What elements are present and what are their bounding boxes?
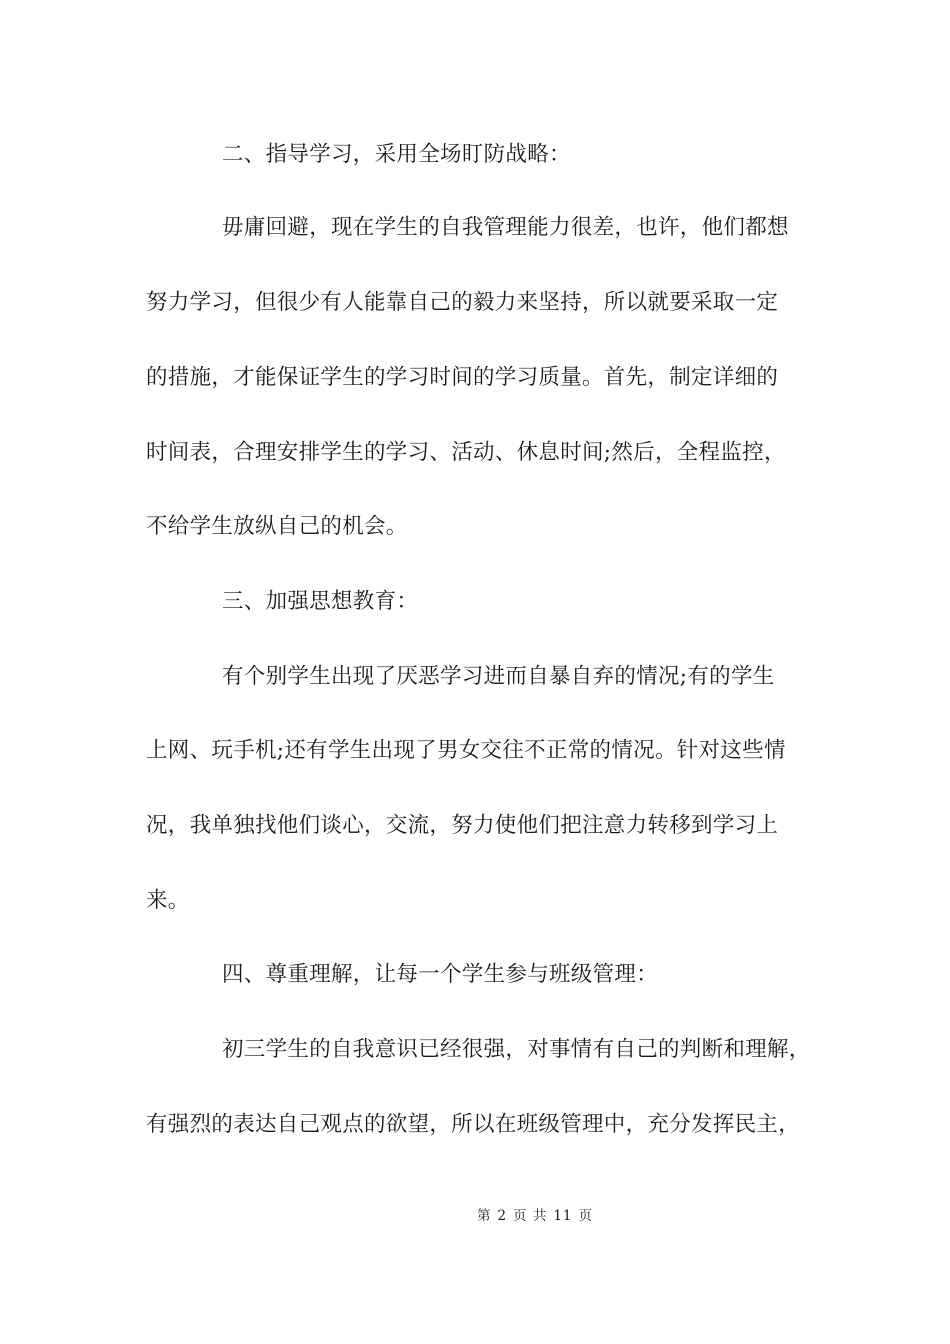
paragraph-line: 上网、玩手机;还有学生出现了男女交往不正常的情况。针对这些情 — [146, 738, 786, 763]
paragraph-line: 初三学生的自我意识已经很强，对事情有自己的判断和理解， — [222, 1037, 811, 1062]
footer-total-pages: 11 — [553, 1208, 573, 1224]
paragraph-line: 有个别学生出现了厌恶学习进而自暴自弃的情况;有的学生 — [222, 664, 775, 689]
paragraph-line: 时间表，合理安排学生的学习、活动、休息时间;然后，全程监控， — [146, 440, 786, 465]
footer-page-number: 2 — [497, 1208, 508, 1224]
footer-suffix: 页 — [578, 1208, 594, 1224]
paragraph-line: 况，我单独找他们谈心，交流，努力使他们把注意力转移到学习上 — [146, 813, 779, 838]
paragraph-line: 的措施，才能保证学生的学习时间的学习质量。首先，制定详细的 — [146, 365, 779, 390]
heading-section-3: 三、加强思想教育： — [222, 589, 419, 614]
footer-mid: 页 共 — [513, 1208, 548, 1224]
page-footer — [0, 1206, 950, 1226]
heading-section-4: 四、尊重理解，让每一个学生参与班级管理： — [222, 962, 659, 987]
paragraph-line: 不给学生放纵自己的机会。 — [146, 514, 408, 539]
paragraph-line: 努力学习，但很少有人能靠自己的毅力来坚持，所以就要采取一定 — [146, 290, 779, 315]
heading-section-2: 二、指导学习，采用全场盯防战略： — [222, 142, 571, 167]
paragraph-line: 有强烈的表达自己观点的欲望，所以在班级管理中，充分发挥民主， — [146, 1112, 801, 1137]
paragraph-line: 毋庸回避，现在学生的自我管理能力很差，也许，他们都想 — [222, 215, 789, 240]
footer-prefix: 第 — [476, 1208, 492, 1224]
paragraph-line: 来。 — [146, 888, 190, 913]
